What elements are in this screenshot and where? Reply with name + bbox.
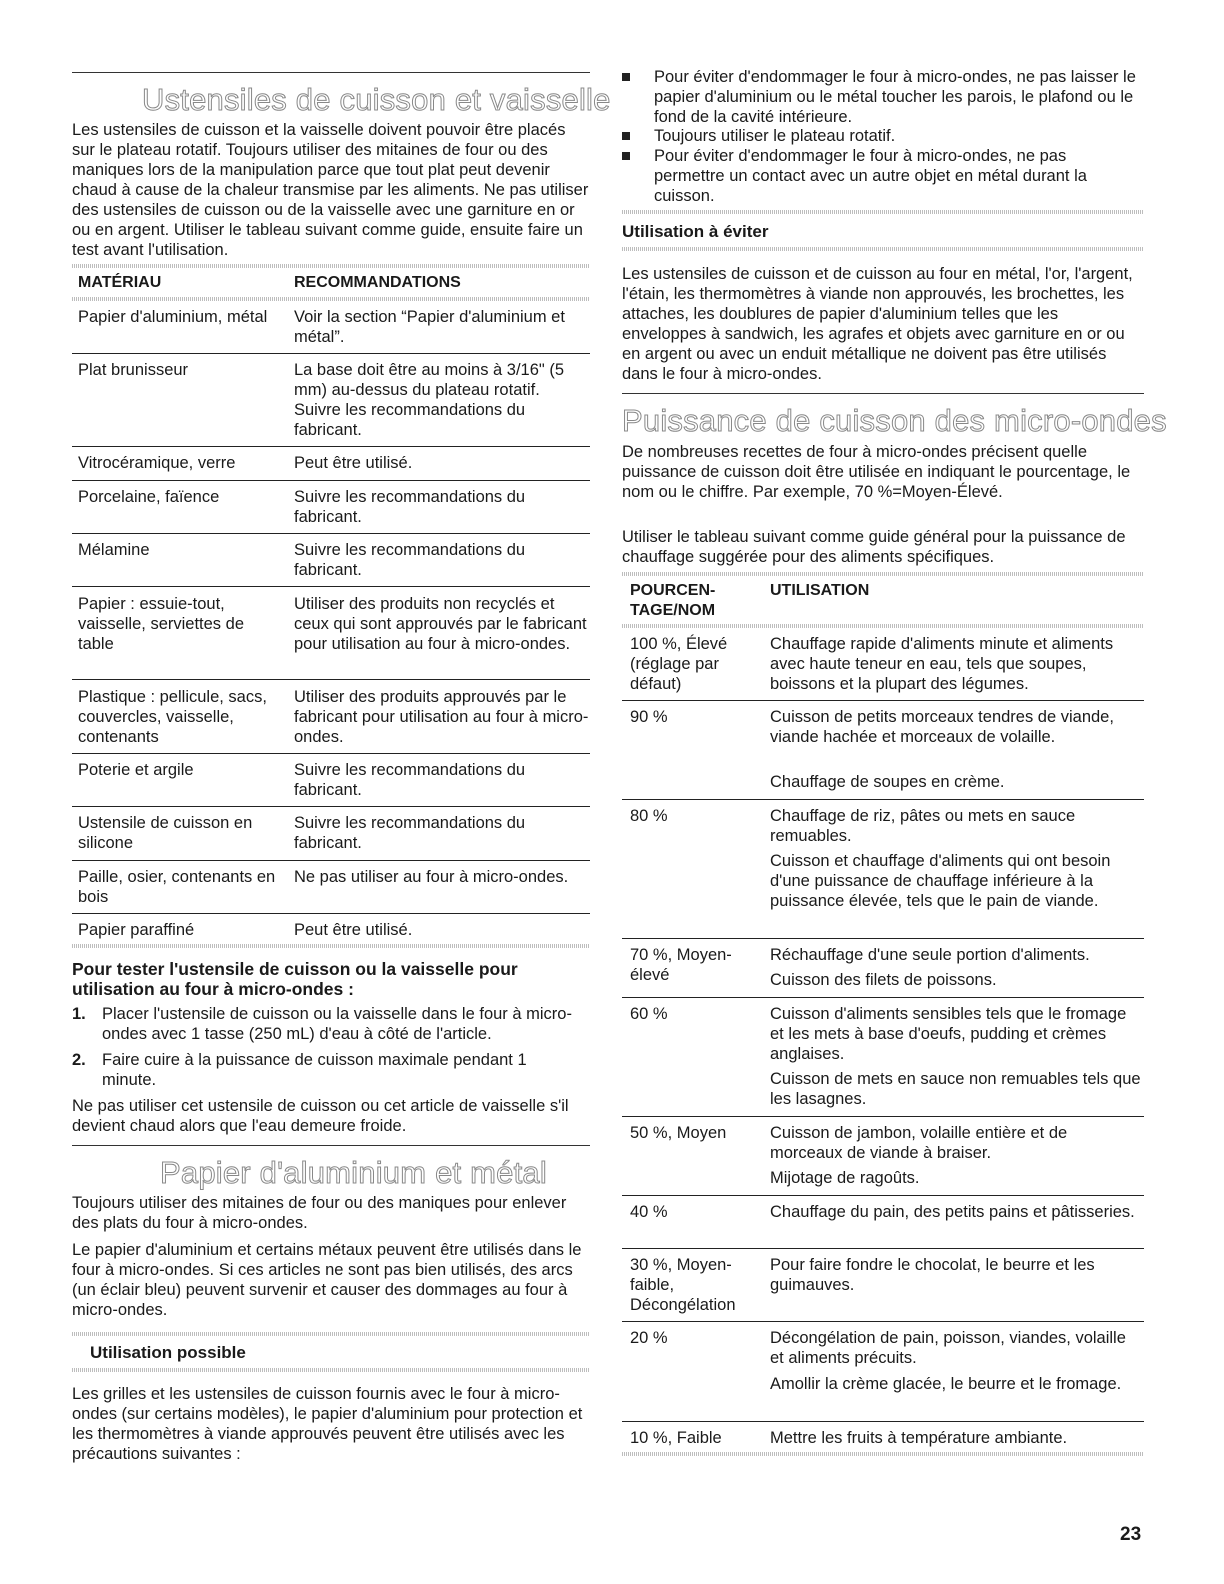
- section-rule: [72, 1145, 590, 1146]
- bullet-icon: [622, 73, 630, 81]
- row-divider: [72, 586, 590, 587]
- use-cell: Réchauffage d'une seule portion d'aliments.: [770, 946, 1090, 964]
- section-rule: [72, 72, 590, 73]
- section-rule: [622, 393, 1144, 394]
- level-cell: 50 %, Moyen: [630, 1124, 727, 1142]
- material-cell: Plat brunisseur: [78, 361, 189, 379]
- recommendation-cell: Ne pas utiliser au four à micro-ondes.: [294, 868, 569, 886]
- level-cell: 10 %, Faible: [630, 1429, 722, 1447]
- table-top-rule: [622, 572, 1144, 576]
- level-cell: 40 %: [630, 1203, 668, 1221]
- row-divider: [72, 806, 590, 807]
- use-cell: Cuisson des filets de poissons.: [770, 971, 997, 989]
- step-text: Faire cuire à la puissance de cuisson maximale pendant 1 minute.: [102, 1051, 527, 1089]
- row-divider: [72, 679, 590, 680]
- material-cell: Poterie et argile: [78, 761, 194, 779]
- use-cell: Décongélation de pain, poisson, viandes, volaille et aliments précuits.: [770, 1329, 1126, 1367]
- row-divider: [72, 860, 590, 861]
- material-cell: Papier d'aluminium, métal: [78, 308, 268, 326]
- material-cell: Vitrocéramique, verre: [78, 454, 236, 472]
- use-cell: Chauffage de riz, pâtes ou mets en sauce remuables.: [770, 807, 1076, 845]
- test-heading: Pour tester l'ustensile de cuisson ou la vaisselle pour utilisation au four à micro-ondes :: [72, 959, 518, 999]
- subsection-rule: [72, 1368, 590, 1372]
- recommendation-cell: Suivre les recommandations du fabricant.: [294, 488, 526, 526]
- subsection-rule: [622, 247, 1144, 251]
- table-top-rule: [72, 264, 590, 268]
- level-cell: 70 %, Moyen-élevé: [630, 946, 732, 984]
- row-divider: [622, 700, 1144, 701]
- row-divider: [622, 1421, 1144, 1422]
- subsection-rule: [622, 210, 1144, 214]
- recommendation-cell: Peut être utilisé.: [294, 921, 413, 939]
- use-cell: Cuisson de mets en sauce non remuables tels que les lasagnes.: [770, 1070, 1141, 1108]
- recommendation-cell: Voir la section “Papier d'aluminium et métal”.: [294, 308, 565, 346]
- row-divider: [622, 938, 1144, 939]
- row-divider: [622, 1116, 1144, 1117]
- recommendation-cell: La base doit être au moins à 3/16" (5 mm) au-dessus du plateau rotatif. Suivre les recommandations du fabricant.: [294, 361, 565, 439]
- recommendation-cell: Suivre les recommandations du fabricant.: [294, 761, 526, 799]
- table-bottom-rule: [622, 1452, 1144, 1456]
- step-number: 2.: [72, 1051, 86, 1069]
- foil-paragraph-2: Le papier d'aluminium et certains métaux peuvent être utilisés dans le four à micro-ondes. Si ces articles ne sont pas bien utilisés, des arcs (un éclair bleu) peuvent survenir et causer des dommages au four à micro-ondes.: [72, 1241, 582, 1319]
- table-header-rule: [622, 624, 1144, 628]
- material-cell: Papier paraffiné: [78, 921, 195, 939]
- power-paragraph-2: Utiliser le tableau suivant comme guide général pour la puissance de chauffage suggérée pour des aliments spécifiques.: [622, 528, 1126, 566]
- recommendation-cell: Utiliser des produits approuvés par le fabricant pour utilisation au four à micro-ondes.: [294, 688, 589, 746]
- subsection-rule: [72, 1332, 590, 1336]
- section-title-power: Puissance de cuisson des micro-ondes: [622, 403, 1167, 438]
- row-divider: [622, 799, 1144, 800]
- level-cell: 20 %: [630, 1329, 668, 1347]
- level-cell: 90 %: [630, 708, 668, 726]
- subsection-title-possible-use: Utilisation possible: [90, 1343, 246, 1362]
- material-cell: Plastique : pellicule, sacs, couvercles, vaisselle, contenants: [78, 688, 267, 746]
- power-paragraph-1: De nombreuses recettes de four à micro-ondes précisent quelle puissance de cuisson doit être utilisée en indiquant le pourcentage, le nom ou le chiffre. Par exemple, 70 %=Moyen-Élevé.: [622, 443, 1131, 501]
- cookware-intro: Les ustensiles de cuisson et la vaisselle doivent pouvoir être placés sur le plateau rotatif. Toujours utiliser des mitaines de four ou des maniques lors de la manipulation parce que tout plat peut devenir chaud à cause de la chaleur transmise par les aliments. Ne pas utiliser des ustensiles de cuisson ou de la vaisselle avec une garniture en or ou en argent. Utiliser le tableau suivant comme guide, ensuite faire un test avant l'utilisation.: [72, 121, 589, 259]
- use-cell: Cuisson de jambon, volaille entière et de morceaux de viande à braiser.: [770, 1124, 1068, 1162]
- bullet-icon: [622, 132, 630, 140]
- level-cell: 100 %, Élevé (réglage par défaut): [630, 635, 728, 693]
- bullet-icon: [622, 152, 630, 160]
- use-cell: Mettre les fruits à température ambiante.: [770, 1429, 1068, 1447]
- table-bottom-rule: [72, 944, 590, 948]
- table-header-material: MATÉRIAU: [78, 274, 162, 291]
- table-header-level: POURCEN-TAGE/NOM: [630, 582, 716, 619]
- material-cell: Papier : essuie-tout, vaisselle, serviettes de table: [78, 595, 244, 653]
- page-number: 23: [1120, 1524, 1142, 1545]
- row-divider: [72, 533, 590, 534]
- use-cell: Mijotage de ragoûts.: [770, 1169, 920, 1187]
- row-divider: [72, 913, 590, 914]
- avoid-text: Les ustensiles de cuisson et de cuisson au four en métal, l'or, l'argent, l'étain, les thermomètres à viande non approuvés, les brochettes, les attaches, les doublures de papier d'aluminium telles que les enveloppes à sandwich, les agrafes et objets avec garniture en or ou en argent ou avec un enduit métallique ne doivent pas être utilisés dans le four à micro-ondes.: [622, 265, 1133, 383]
- bullet-text: Pour éviter d'endommager le four à micro-ondes, ne pas laisser le papier d'aluminium ou le métal toucher les parois, le plafond ou le fond de la cavité intérieure.: [654, 68, 1136, 126]
- material-cell: Porcelaine, faïence: [78, 488, 220, 506]
- bullet-text: Pour éviter d'endommager le four à micro-ondes, ne pas permettre un contact avec un autre objet en métal durant la cuisson.: [654, 147, 1087, 205]
- use-cell: Chauffage du pain, des petits pains et pâtisseries.: [770, 1203, 1135, 1221]
- material-cell: Ustensile de cuisson en silicone: [78, 814, 253, 852]
- row-divider: [72, 446, 590, 447]
- row-divider: [72, 353, 590, 354]
- bullet-text: Toujours utiliser le plateau rotatif.: [654, 127, 896, 145]
- recommendation-cell: Utiliser des produits non recyclés et ceux qui sont approuvés par le fabricant pour utilisation au four à micro-ondes.: [294, 595, 587, 653]
- level-cell: 60 %: [630, 1005, 668, 1023]
- row-divider: [622, 1248, 1144, 1249]
- use-cell: Cuisson et chauffage d'aliments qui ont besoin d'une puissance de chauffage inférieure à la puissance élevée, tels que le pain de viande.: [770, 852, 1111, 910]
- use-cell: Chauffage rapide d'aliments minute et aliments avec haute teneur en eau, tels que soupes, boissons et la plupart des légumes.: [770, 635, 1114, 693]
- section-title-foil-metal: Papier d'aluminium et métal: [160, 1155, 547, 1190]
- material-cell: Mélamine: [78, 541, 150, 559]
- recommendation-cell: Suivre les recommandations du fabricant.: [294, 541, 526, 579]
- table-header-recommendations: RECOMMANDATIONS: [294, 274, 461, 291]
- section-title-cookware: Ustensiles de cuisson et vaisselle: [142, 82, 611, 117]
- row-divider: [622, 1195, 1144, 1196]
- recommendation-cell: Suivre les recommandations du fabricant.: [294, 814, 526, 852]
- table-header-use: UTILISATION: [770, 582, 870, 599]
- material-cell: Paille, osier, contenants en bois: [78, 868, 276, 906]
- level-cell: 80 %: [630, 807, 668, 825]
- row-divider: [72, 753, 590, 754]
- level-cell: 30 %, Moyen-faible, Décongélation: [630, 1256, 736, 1314]
- use-cell: Cuisson de petits morceaux tendres de viande, viande hachée et morceaux de volaille.: [770, 708, 1114, 746]
- row-divider: [622, 1321, 1144, 1322]
- step-number: 1.: [72, 1005, 86, 1023]
- table-header-rule: [72, 297, 590, 301]
- possible-use-text: Les grilles et les ustensiles de cuisson fournis avec le four à micro-ondes (sur certains modèles), le papier d'aluminium pour protection et les thermomètres à viande approuvés peuvent être utilisés avec les précautions suivantes :: [72, 1385, 583, 1463]
- test-warning: Ne pas utiliser cet ustensile de cuisson ou cet article de vaisselle s'il devient chaud alors que l'eau demeure froide.: [72, 1097, 569, 1135]
- subsection-title-avoid: Utilisation à éviter: [622, 222, 769, 241]
- use-cell: Amollir la crème glacée, le beurre et le fromage.: [770, 1375, 1122, 1393]
- use-cell: Cuisson d'aliments sensibles tels que le fromage et les mets à base d'oeufs, pudding et crèmes anglaises.: [770, 1005, 1127, 1063]
- foil-paragraph-1: Toujours utiliser des mitaines de four ou des maniques pour enlever des plats du four à micro-ondes.: [72, 1194, 567, 1232]
- recommendation-cell: Peut être utilisé.: [294, 454, 413, 472]
- row-divider: [72, 480, 590, 481]
- use-cell: Pour faire fondre le chocolat, le beurre et les guimauves.: [770, 1256, 1095, 1294]
- row-divider: [622, 997, 1144, 998]
- step-text: Placer l'ustensile de cuisson ou la vaisselle dans le four à micro-ondes avec 1 tasse (250 mL) d'eau à côté de l'article.: [102, 1005, 572, 1043]
- use-cell: Chauffage de soupes en crème.: [770, 773, 1005, 791]
